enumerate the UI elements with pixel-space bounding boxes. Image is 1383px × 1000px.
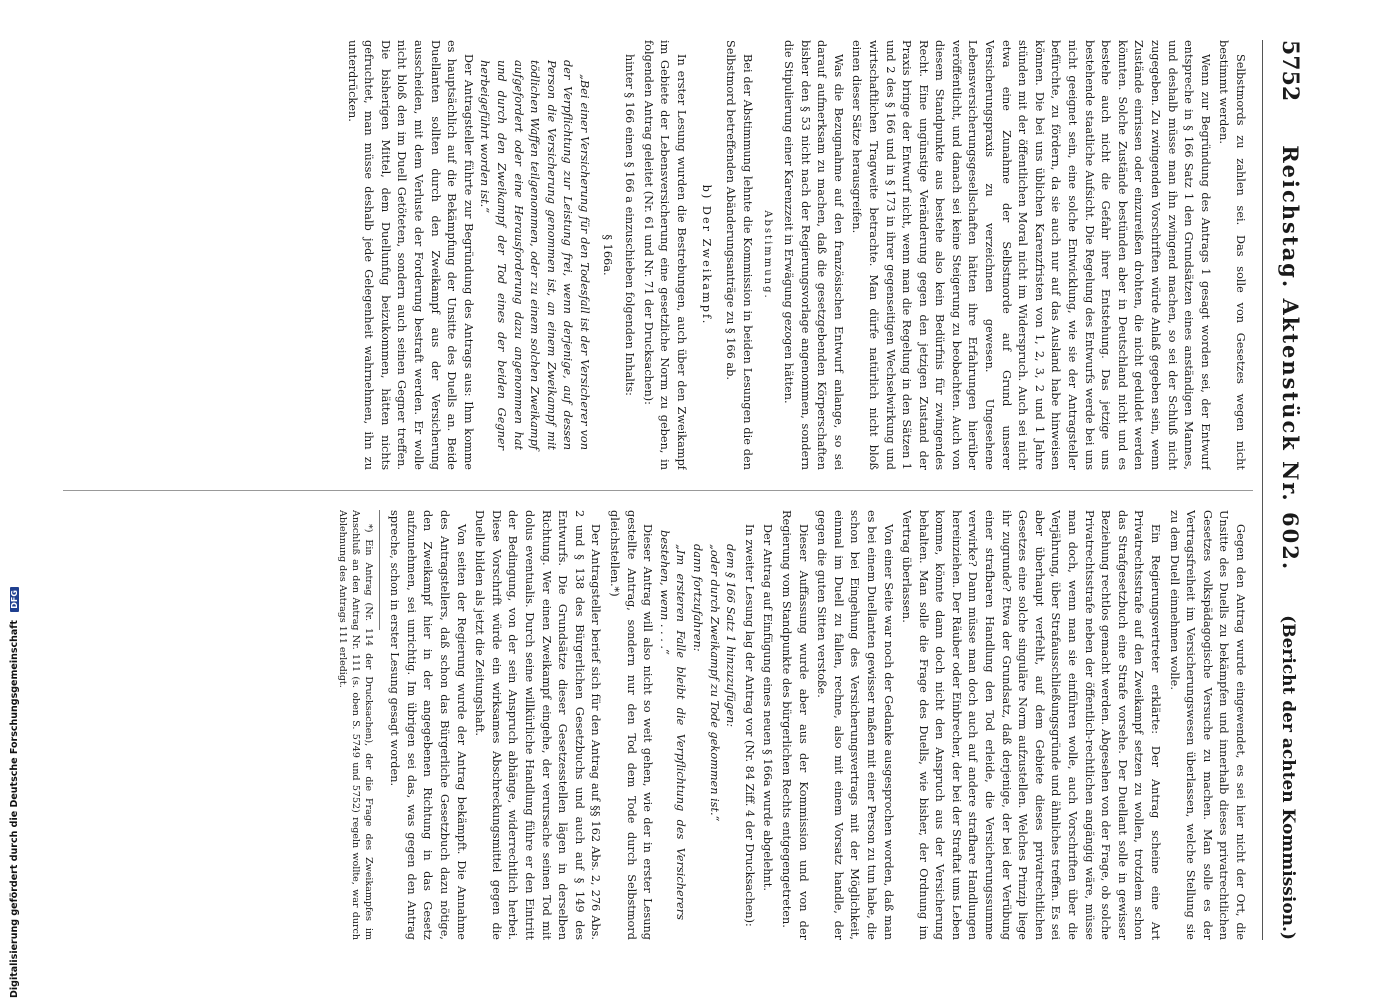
column-divider	[63, 490, 1253, 491]
section-heading: b) Der Zweikampf.	[699, 184, 713, 326]
paragraph: Ein Regierungsvertreter erklärte: Der Antrag scheine eine Art Privatrechtsstrafe auf den Zweikampf setzen zu wollen, trotzdem schon das Strafgesetzbuch eine Strafe vorsehe. Der Duellant solle in gewisser Beziehung rechtlos gemacht werden. Abgesehen von der Frage, ob solche Privatrechtsstrafe neben der öffentlich-rechtlichen angängig wäre, müsse man doch, wenn man sie einführen wolle, auch Vorschriften über die Verjährung, über Strafausschließungsgründe und ähnliches treffen. Es sei aber überhaupt verfehlt, auf dem Gebiete dieses privatrechtlichen Gesetzes eine solche singuläre Norm aufzustellen. Welches Prinzip liege ihr zugrunde? Etwa der Grundsatz, daß derjenige, der bei der Verübung einer strafbaren Handlung den Tod erleide, die Versicherungssumme verwirke? Dann müsse man doch auch auf andere strafbare Handlungen hereinziehen. Der Räuber oder Einbrecher, der bei der Straftat ums Leben komme, könnte dann doch nicht den Anspruch aus der Versicherung behalten. Man solle die Frage des Duells, wie bisher, der Ordnung im Vertrag überlassen.	[900, 510, 1163, 940]
quoted-text: „Im ersteren Falle bleibt die Verpflichtung des Versicherers bestehen, wenn . . . .“	[657, 530, 688, 920]
paragraph: Was die Bezugnahme auf den französischen Entwurf anlange, so sei darauf aufmerksam zu machen, daß die gesetzgebenden Körperschaften bisher den § 53 nicht nach der Regierungsvorlage angenommen, sondern die Stipulierung einer Karenzzeit in Erwägung gezogen hätten.	[781, 40, 845, 470]
credit-text: Digitalisierung gefördert durch die Deutsche Forschungsgemeinschaft	[9, 620, 20, 998]
paragraph: Der Antragsteller berief sich für den Antrag auf §§ 162 Abs. 2, 276 Abs. 2 und § 138 des Bürgerlichen Gesetzbuchs und auch auf § 149 des Entwurfs. Die Grundsätze dieser Gesetzesstellen lägen in derselben Richtung. Wer einen Zweikampf eingehe, der verursache seinen Tod mit dolus eventualis. Durch seine willkürliche Handlung führe er den Eintritt der Bedingung, von der sein Anspruch abhänge, widerrechtlich herbei. Diese Vorschrift würde ein wirksames Abschreckungsmittel gegen die Duelle bilden als jetzt die Zeitungshaft.	[473, 510, 603, 940]
quoted-text: „oder durch Zweikampf zu Tode gekommen ist.“	[707, 544, 721, 822]
left-column	[68, 40, 1248, 470]
page-number: 5752	[1277, 40, 1303, 102]
paragraph: Dieser Auffassung wurde aber aus der Kommission und von der Regierung vom Standpunkte des bürgerlichen Rechts entgegengetreten.	[779, 510, 810, 940]
paragraph: Dieser Antrag will also nicht so weit gehen, wie der in erster Lesung gestellte Antrag, sondern nur den Tod dem Tode durch Selbstmord gleichstellen.*)	[608, 510, 655, 940]
page-subtitle: (Bericht der achten Kommission.)	[1278, 615, 1298, 940]
paragraph: Der Antrag auf Einfügung eines neuen § 166a wurde abgelehnt.	[761, 524, 775, 891]
paragraph: Wenn zur Begründung des Antrags 1 gesagt worden sei, der Entwurf entspreche in § 166 Satz 1 den Grundsätzen eines anständigen Mannes, und deshalb müsse man ihn zwingend machen, so sei der Schluß nicht zugegeben. Zu zwingenden Vorschriften würde Anlaß gegeben sein, wenn Zustände einrissen oder einzureißen drohten, die nicht geduldet werden könnten. Solche Zustände bestünden aber in Deutschland nicht und es bestehe auch nicht die Gefahr ihrer Entstehung. Das jetzige uns bestehende staatliche Aufsicht. Die Regelung des Entwurfs werde bei uns nicht geeignet sein, eine solche Entwicklung, wie sie der Antragsteller befürchte, zu fördern, da sie auch nur auf das Ausland habe hinweisen können. Die bei uns üblichen Karenzfristen von 1, 2, 3, 2 und 1 Jahre stünden mit der öffentlichen Moral nicht im Widerspruch. Auch sei nicht etwa eine Zunahme der Selbstmorde auf Grund unserer Versicherungspraxis zu verzeichnen gewesen. Ungesehene Lebensversicherungsgesellschaften hätten ihre Erfahrungen hierüber veröffentlicht, und danach sei keine Steigerung zu beobachten. Auch von diesem Standpunkte aus bestehe also kein Bedürfnis für zwingendes Recht. Eine ungünstige Veränderung gegen den jetzigen Zustand der Praxis bringe der Entwurf nicht, wenn man die Regelung in den Sätzen 1 und 2 des § 166 und in § 173 in ihrer gegenseitigen Wechselwirkung und wirtschaftlichen Tragweite betrachte. Man dürfe natürlich nicht bloß einen dieser Sätze herausgreifen.	[850, 40, 1212, 470]
paragraph: Selbstmords zu zahlen sei. Das solle von Gesetzes wegen nicht bestimmt werden.	[1217, 40, 1247, 470]
paragraph-label: § 166a.	[600, 234, 614, 276]
quoted-provision: „Bei einer Versicherung für den Todesfall ist der Versicherer von der Verpflichtung zur Leistung frei, wenn derjenige, auf dessen Person die Versicherung genommen ist, an einem Zweikampf mit tödlichen Waffen teilgenommen, oder zu einem solchen Zweikampf aufgefordert oder eine Herausforderung dazu angenommen hat und durch den Zweikampf der Tod eines der beiden Gegner herbeigeführt worden ist.“	[478, 60, 592, 450]
page-header	[1262, 40, 1303, 940]
paragraph: Gegen den Antrag wurde eingewendet, es sei hier nicht der Ort, die Unsitte des Duells zu bekämpfen und innerhalb dieses privatrechtlichen Gesetzes volkspädagogische Versuche zu machen. Man solle es der Vertragsfreiheit im Versicherungswesen überlassen, welche Stellung sie zu dem Duell einnehmen wolle.	[1167, 510, 1247, 940]
paragraph: Von seiten der Regierung wurde der Antrag bekämpft. Die Annahme des Antragstellers, daß schon das Bürgerliche Gesetzbuch dazu nötige, den Zweikampf hier in der angegebenen Richtung in das Gesetz aufzunehmen, sei unrichtig. Im übrigen sei das, was gegen den Antrag spreche, schon in erster Lesung gesagt worden.	[388, 510, 468, 940]
right-column	[68, 510, 1248, 940]
quoted-text: dem § 166 Satz 1 hinzuzufügen:	[724, 544, 738, 728]
quoted-text: dann fortzufahren:	[691, 544, 704, 652]
page-title: Reichstag. Aktenstück Nr. 602.	[1278, 145, 1303, 572]
footnote-divider	[379, 510, 380, 630]
footnote: *) Ein Antrag (Nr. 114 der Drucksachen), der die Frage des Zweikampfes im Anschluß an den Antrag Nr. 111 (s. oben S. 5749 und 5752) regeln wollte, war durch Ablehnung des Antrags 111 erledigt.	[336, 510, 374, 940]
paragraph: Der Antragsteller führte zur Begründung des Antrags aus: Ihm komme es hauptsächlich auf die Bekämpfung der Unsitte des Duells an. Beide Duellanten sollten durch den Zweikampf aus der Versicherung ausscheiden, mit dem Verluste der Forderung bestraft werden. Er wolle nicht bloß den im Duell Getöteten, sondern auch seinen Gegner treffen. Die bisherigen Mittel, dem Duellunfug beizukommen, hätten nichts gefruchtet, man müsse deshalb jede Gelegenheit wahrnehmen, ihn zu unterdrücken.	[345, 40, 475, 470]
paragraph: Bei der Abstimmung lehnte die Kommission in beiden Lesungen die den Selbstmord betreffenden Abänderungsanträge zu § 166 ab.	[724, 40, 754, 470]
paragraph: Von einer Seite war noch der Gedanke ausgesprochen worden, daß man es bei einem Duellanten gewisser maßen mit einer Person zu tun habe, die schon bei Eingehung des Versicherungsvertrags mit der Möglichkeit, einmal im Duell zu fallen, rechne, also mit einem Vorsatz handle, der gegen die guten Sitten verstoße.	[815, 510, 895, 940]
page-content	[23, 40, 1303, 940]
dfg-logo: DFG	[10, 587, 19, 612]
paragraph: hinter § 166 einen § 166 a einzuschieben folgenden Inhalts:	[623, 54, 637, 396]
paragraph: In zweiter Lesung lag der Antrag vor (Nr. 84 Ziff. 4 der Drucksachen):	[742, 524, 756, 927]
abstimmung-label: Abstimmung.	[762, 210, 774, 300]
digitization-credit	[9, 587, 20, 998]
paragraph: In erster Lesung wurden die Bestrebungen, auch über den Zweikampf im Gebiete der Lebensversicherung eine gesetzliche Norm zu geben, in folgenden Antrag geleitet (Nr. 61 und Nr. 71 der Drucksachen):	[641, 40, 688, 470]
